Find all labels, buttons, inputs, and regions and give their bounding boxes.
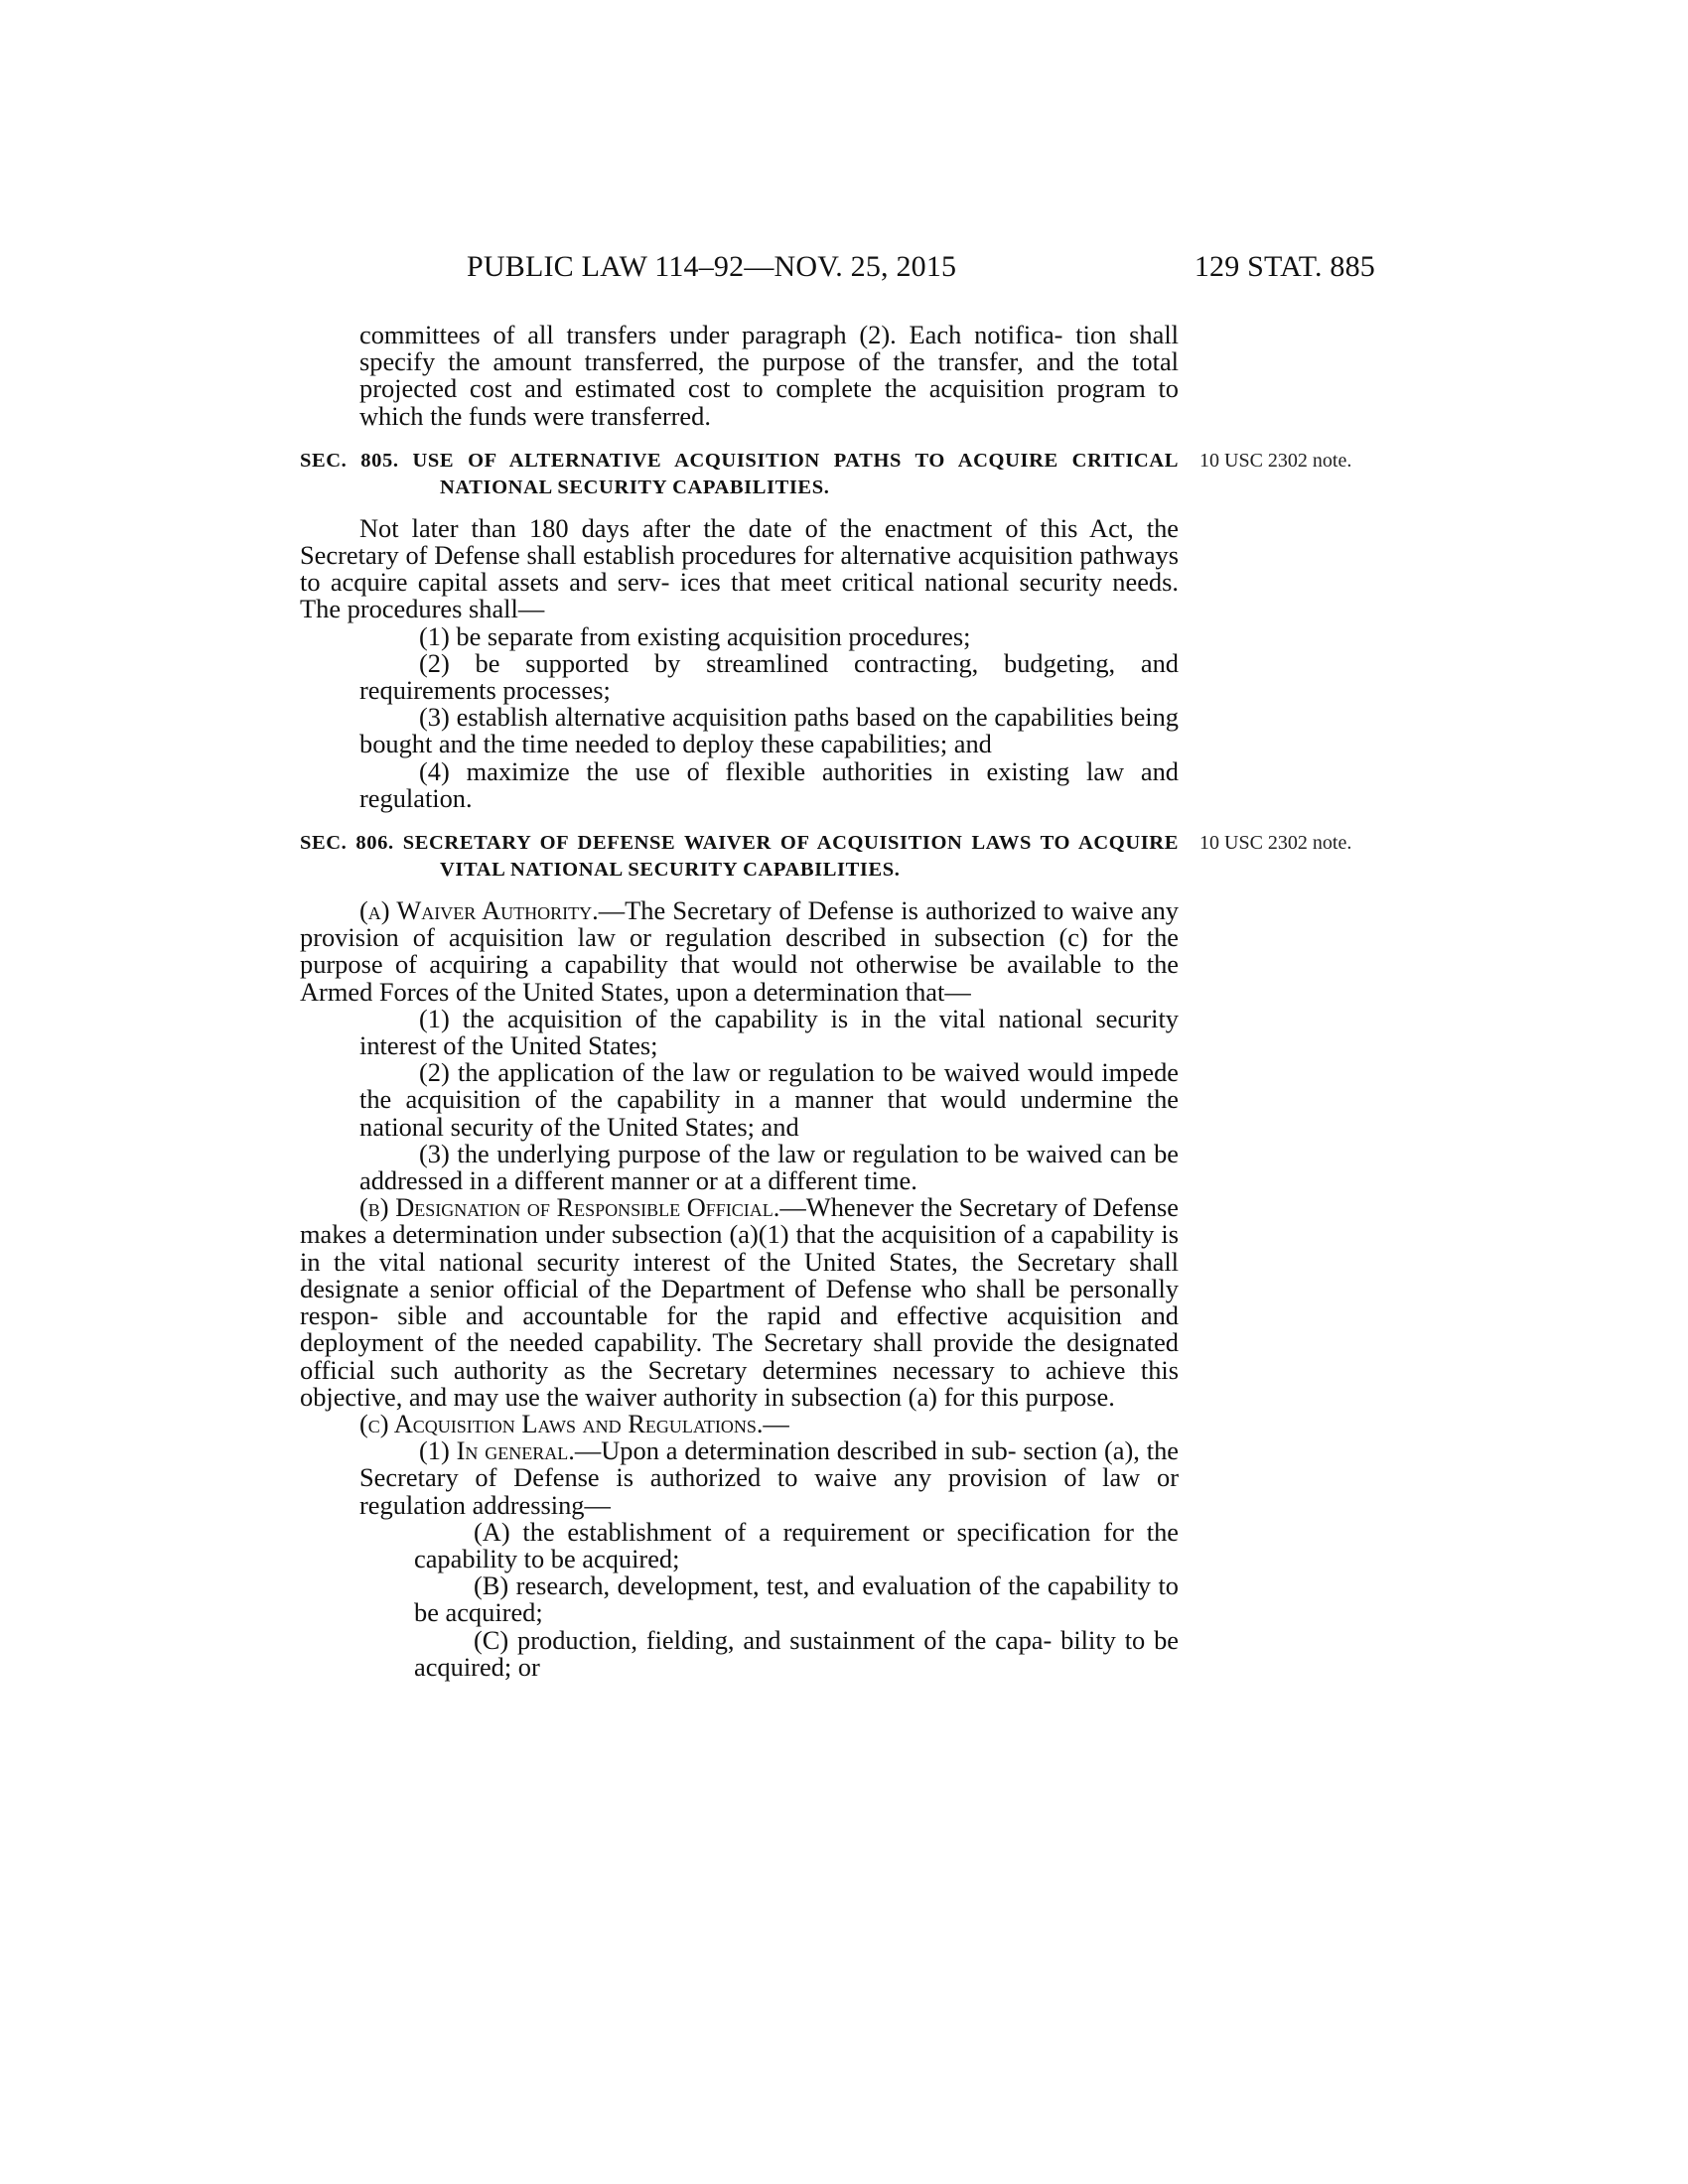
subsection-a-text: The Secretary of Defense is authorized to waive any provision of acquisition law or regulation described in subsection (c) for the purpose of acquiring a capability that would not otherwise be available to the Armed Forces of the United States, upon a determination that— [300,895,1179,1007]
subsection-b-label: (b) Designation of Responsible Official.— [359,1192,806,1223]
section-805-item-2: (2) be supported by streamlined contracting, budgeting, and requirements processes; [359,647,1179,706]
subsection-c-label: (c) Acquisition Laws and Regulations.— [359,1408,789,1438]
subsection-c1-item-b: (B) research, development, test, and evaluation of the capability to be acquired; [414,1570,1179,1628]
section-805-intro: Not later than 180 days after the date of the enactment of this Act, the Secretary of Defense shall establish procedures for alternative acquisition pathways to acquire capital assets and serv- ices that meet critical national security needs. The procedures shall— [300,512,1179,624]
subsection-c1-item-a: (A) the establishment of a requirement or specification for the capability to be acquired; [414,1516,1179,1573]
section-805-item-3: (3) establish alternative acquisition paths based on the capabilities being bought and the time needed to deploy these capabilities; and [359,702,1179,759]
subsection-a-item-1: (1) the acquisition of the capability is in the vital national security interest of the United States; [359,1003,1179,1061]
section-806-margin-note: 10 USC 2302 note. [1199,832,1352,855]
subsection-a [300,897,1179,1006]
section-805-item-4: (4) maximize the use of flexible authorities in existing law and regulation. [359,755,1179,813]
continuation-paragraph: committees of all transfers under paragraph (2). Each notifica- tion shall specify the amount transferred, the purpose of the transfer, and the total projected cost and estimated cost to complete the acquisition program to which the funds were transferred. [359,320,1179,431]
statute-page-number: 129 STAT. 885 [1194,250,1375,283]
subsection-a-item-2: (2) the application of the law or regulation to be waived would impede the acquisition of the capability in a manner that would undermine the national security of the United States; and [359,1057,1179,1142]
subsection-c1-text: Upon a determination described in sub- section (a), the Secretary of Defense is authorized to waive any provision of law or regulation addressing— [359,1435,1179,1520]
section-805-heading: SEC. 805. USE OF ALTERNATIVE ACQUISITION PATHS TO ACQUIRE CRITICAL NATIONAL SECURITY CAPABILITIES. [300,449,1179,498]
subsection-a-item-3: (3) the underlying purpose of the law or regulation to be waived can be addressed in a different manner or at a different time. [359,1138,1179,1196]
subsection-c [300,1408,1179,1438]
section-805-heading-block [300,448,1352,501]
section-805-item-1: (1) be separate from existing acquisition procedures; [419,620,971,651]
public-law-title: PUBLIC LAW 114–92—NOV. 25, 2015 [467,250,957,283]
subsection-c1-item-c: (C) production, fielding, and sustainment of the capa- bility to be acquired; or [414,1624,1179,1682]
subsection-c-paragraph-1 [300,1437,1179,1519]
section-805-margin-note: 10 USC 2302 note. [1199,449,1352,472]
subsection-b-text: Whenever the Secretary of Defense makes a determination under subsection (a)(1) that the acquisition of a capability is in the vital national security interest of the United States, the Secretary shall designate a senior official of the Department of Defense who shall be personally respon- sible and accountable for the rapid and effective acquisition and deployment of the needed capability. The Secretary shall provide the designated official such authority as the Secretary determines necessary to achieve this objective, and may use the waiver authority in subsection (a) for this purpose. [300,1192,1179,1412]
subsection-b [300,1194,1179,1411]
subsection-a-label: (a) Waiver Authority.— [359,895,626,926]
page-header [467,250,1375,290]
section-806-heading-block [300,830,1352,884]
subsection-c1-label: (1) In general.— [419,1435,602,1466]
document-body [300,320,1352,1682]
section-806-heading: SEC. 806. SECRETARY OF DEFENSE WAIVER OF ACQUISITION LAWS TO ACQUIRE VITAL NATIONAL SECURITY CAPABILITIES. [300,832,1179,882]
